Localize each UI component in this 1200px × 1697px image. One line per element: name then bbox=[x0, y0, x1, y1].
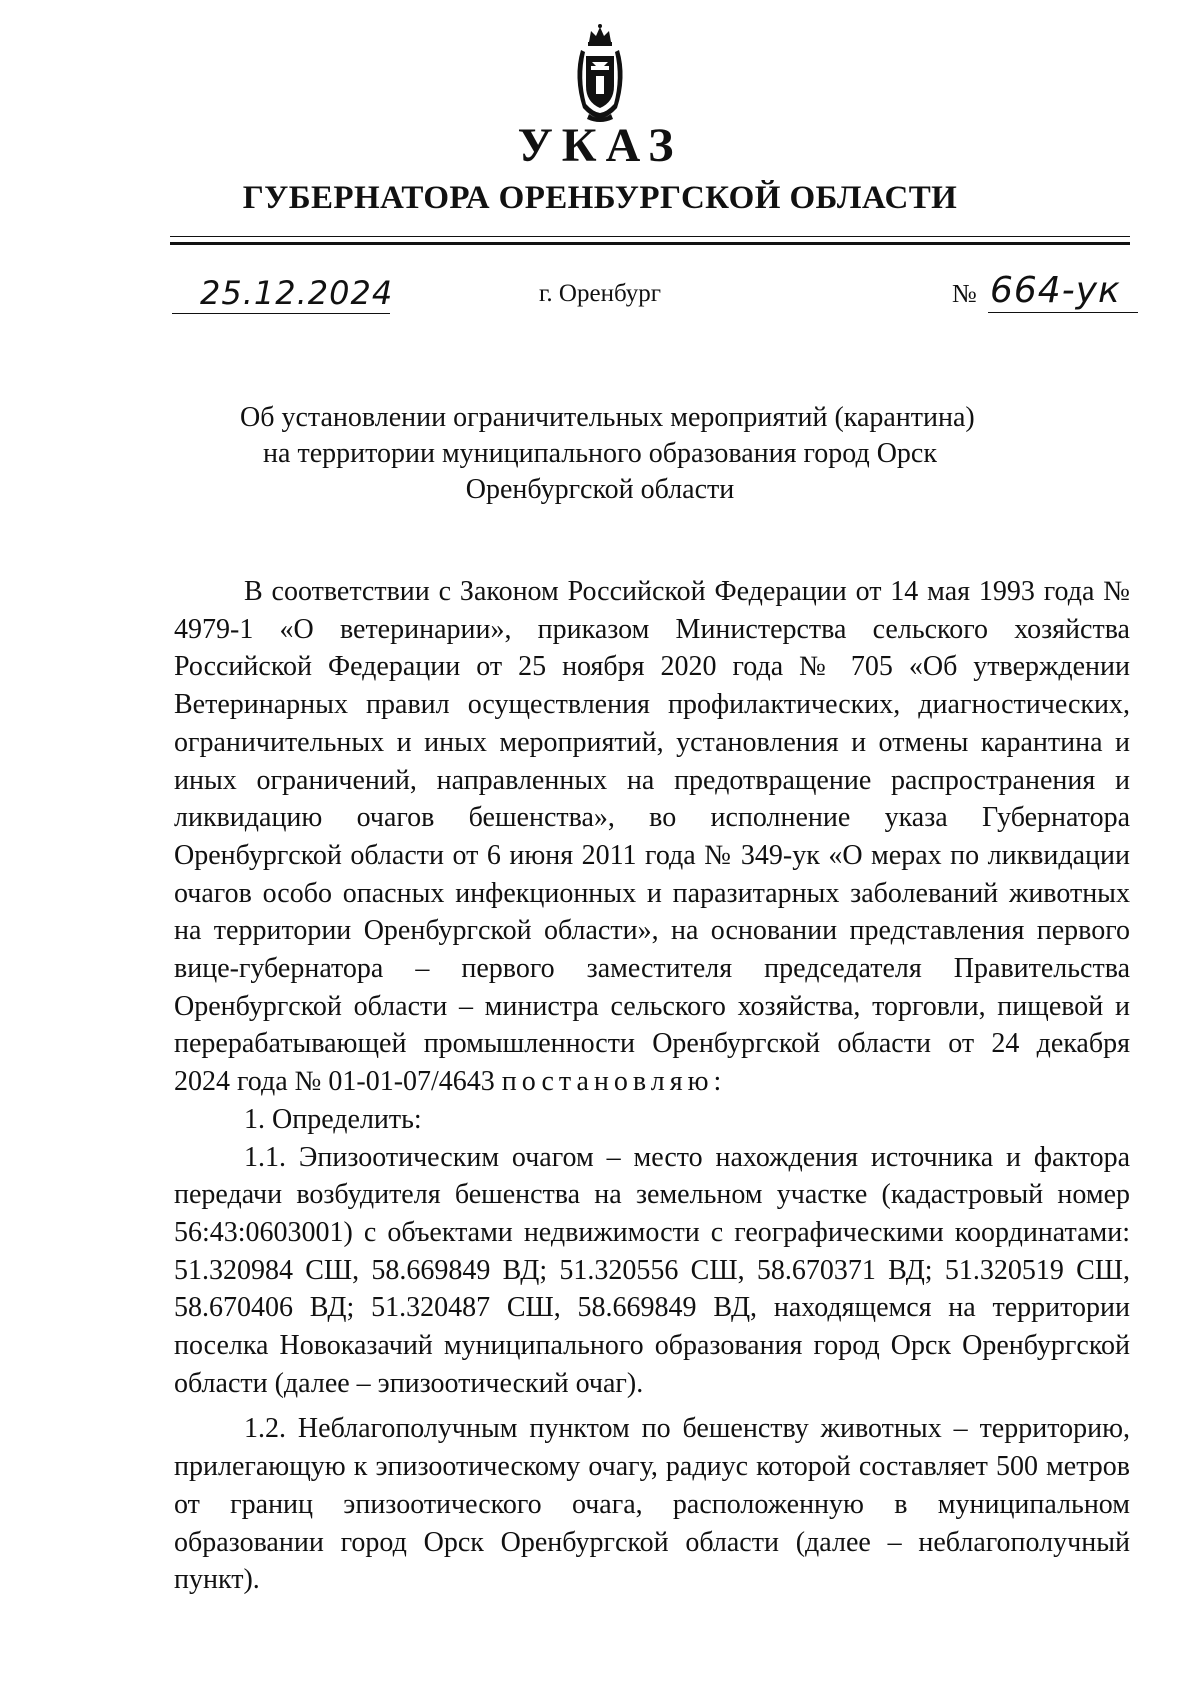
subject-line-2: на территории муниципального образования город Орск bbox=[263, 438, 937, 469]
preamble-paragraph bbox=[174, 573, 1130, 1101]
decree-date: 25.12.2024 bbox=[200, 274, 394, 312]
item-1-2: 1.2. Неблагополучным пунктом по бешенству животных – территорию, прилегающую к эпизоотическому очагу, радиус которой составляет 500 метров от границ эпизоотического очага, расположенную в муниципальном образовании город Орск Оренбургской области (далее – неблагополучный пункт). bbox=[174, 1413, 1130, 1596]
preamble-text: В соответствии с Законом Российской Федерации от 14 мая 1993 года № 4979-1 «О ветеринарии», приказом Министерства сельского хозяйства Российской Федерации от 25 ноября 2020 года № 705 «Об утверждении Ветеринарных правил осуществления профилактических, диагностических, ограничительных и иных мероприятий, установления и отмены карантина и иных ограничений, направленных на предотвращение распространения и ликвидацию очагов бешенства», во исполнение указа Губернатора Оренбургской области от 6 июня 2011 года № 349-ук «О мерах по ликвидации очагов особо опасных инфекционных и паразитарных заболеваний животных на территории Оренбургской области», на основании представления первого вице-губернатора – первого заместителя председателя Правительства Оренбургской области – министра сельского хозяйства, торговли, пищевой и перерабатывающей промышленности Оренбургской области от 24 декабря 2024 года № 01-01-07/4643 bbox=[174, 576, 1130, 1098]
date-underline bbox=[172, 313, 390, 314]
subject-line-1: Об установлении ограничительных мероприятий (карантина) bbox=[240, 402, 975, 433]
subject-line-3: Оренбургской области bbox=[465, 474, 735, 505]
governor-title: ГУБЕРНАТОРА ОРЕНБУРГСКОЙ ОБЛАСТИ bbox=[242, 180, 958, 216]
resolve-word: постановляю: bbox=[501, 1066, 727, 1098]
decree-city: г. Оренбург bbox=[539, 280, 661, 307]
item-1: 1. Определить: bbox=[244, 1103, 422, 1135]
item-1-1: 1.1. Эпизоотическим очагом – место нахождения источника и фактора передачи возбудителя бешенства на земельном участке (кадастровый номер 56:43:0603001) с объектами недвижимости с географическими координатами: 51.320984 СШ, 58.669849 ВД; 51.320556 СШ, 58.670371 ВД; 51.320519 СШ, 58.670406 ВД; 51.320487 СШ, 58.669849 ВД, находящемся на территории поселка Новоказачий муниципального образования город Орск Оренбургской области (далее – эпизоотический очаг). bbox=[174, 1141, 1130, 1399]
orenburg-coat-of-arms-icon bbox=[571, 22, 629, 122]
number-label: № bbox=[952, 279, 977, 308]
decree-body bbox=[174, 573, 1130, 1599]
header-rule-thin bbox=[170, 236, 1130, 237]
decree-title: УКАЗ bbox=[517, 119, 683, 172]
decree-number: 664-ук bbox=[990, 270, 1121, 311]
header-rule-thick bbox=[170, 242, 1130, 245]
number-underline bbox=[988, 312, 1138, 313]
decree-subject bbox=[240, 400, 975, 508]
